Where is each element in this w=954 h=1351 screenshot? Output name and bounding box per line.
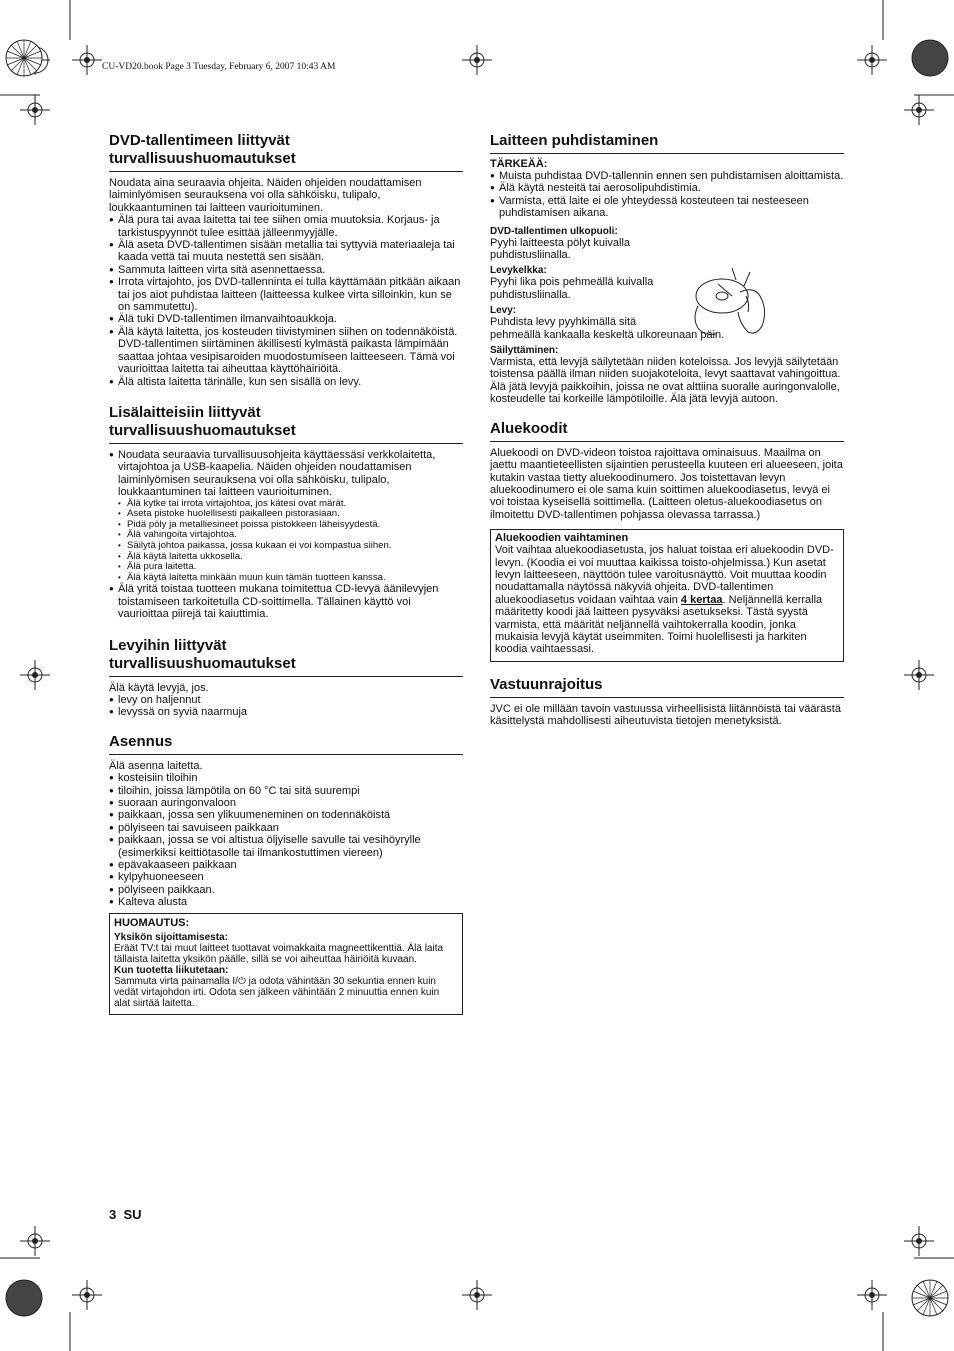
section-disc-safety [109,637,463,719]
language-code: SU [123,1207,142,1222]
list-item: ● levy on haljennut [109,694,463,706]
left-column [109,132,463,1027]
list-item: ● Muista puhdistaa DVD-tallennin ennen sen puhdistamisen aloittamista. [490,170,844,182]
note-text: Eräät TV:t tai muut laitteet tuottavat voimakkaita magneettikenttiä. Älä laita tällaista laitetta yksikön päälle, sillä se voi aiheuttaa häiriöitä kuvaan. [114,942,444,965]
page-number: 3 [109,1207,117,1222]
bullet-list [109,772,463,908]
note-box [109,913,463,1015]
dark-circle-icon [910,38,950,78]
list-item: ● Irrota virtajohto, jos DVD-tallenninta ei tulla käyttämään pitkään aikaan tai jos aiot puhdistaa laitteen (laitteessa kulkee virta silloinkin, kun se on sammutettu). [109,276,463,313]
section-installation [109,733,463,1015]
bullet-list [109,214,463,388]
crosshair-icon [462,1280,492,1310]
bullet-list [109,449,463,621]
disc-cleaning-illustration [688,266,770,340]
starburst-icon [4,38,44,78]
subheading: DVD-tallentimen ulkopuoli: [490,225,618,237]
crosshair-icon [20,1226,50,1256]
section-title: Aluekoodit [490,420,844,442]
note-title: HUOMAUTUS: [114,916,190,929]
paragraph: Aluekoodi on DVD-videon toistoa rajoittava ominaisuus. Maailma on jaettu maantieteellisten sijaintien perusteella kuuteen eri alueeseen, joita kutakin vastaa tietty aluekoodinumero. Jos toistettavan levyn aluekoodinumero ei ole sama kuin soittimen aluekoodiasetus, levyä ei voi toistaa kyseisellä soittimella. (Laitteen oletus-aluekoodiasetus on ilmoitettu DVD-tallentimen pohjassa olevassa tarrassa.) [490,446,843,521]
section-intro: Älä asenna laitetta. [109,759,203,772]
dark-circle-icon [4,1278,44,1318]
list-item: ● Älä aseta DVD-tallentimen sisään metallia tai syttyviä materiaaleja tai kaada vettä tai muuta nestettä sen sisään. [109,239,463,264]
paragraph: Pyyhi laitteesta pölyt kuivalla puhdistusliinalla. [490,236,631,262]
paragraph: Puhdista levy pyyhkimällä sitä [490,316,637,329]
section-title: Asennus [109,733,463,755]
list-item: ● kosteisiin tiloihin [109,772,463,784]
box-text: Voit vaihtaa aluekoodiasetusta, jos haluat toistaa eri aluekoodin DVD-levyn. (Koodia ei voi muuttaa kaikissa toisto-ohjelmissa.) Kun asetat levyn laitteeseen, näyttöön tulee varoitusnäyttö. Voit muuttaa koodin noudattamalla näytössä näkyviä ohjeita. DVD-tallentimen aluekoodiasetus voidaan vaihtaa vain 4 kertaa. Neljännellä kerralla määritetty koodi jää laitteen pysyväksi asetukseksi. Tästä syystä varmista, että määrität neljännellä vaihtokerralla koodin, jonka mukaisia levyjä käytät useimmiten. Toimi huolellisesti ja harkiten koodia vaihtaessasi. [495,544,834,656]
crosshair-icon [462,45,492,75]
list-item: ● pölyiseen paikkaan. [109,884,463,896]
crosshair-icon [904,95,934,125]
region-change-box [490,529,844,662]
list-item: ● pölyiseen tai savuiseen paikkaan [109,822,463,834]
list-item: ● Kalteva alusta [109,896,463,908]
subheading: Säilyttäminen: [490,345,559,357]
section-title: Lisälaitteisiin liittyvät turvallisuushuomautukset [109,404,463,444]
page-footer [109,1207,142,1222]
section-region-codes [490,420,844,662]
section-title: Laitteen puhdistaminen [490,132,844,154]
note-label: Kun tuotetta liikutetaan: [114,964,229,976]
section-title: DVD-tallentimeen liittyvät turvallisuushuomautukset [109,132,463,172]
crosshair-icon [904,1226,934,1256]
important-label: TÄRKEÄÄ: [490,158,548,170]
paragraph: JVC ei ole millään tavoin vastuussa virheellisistä liitännöistä tai väärästä käsittelystä mahdollisesti aiheutuvista tietojen menetyksistä. [490,702,841,728]
paragraph: Pyyhi lika pois pehmeällä kuivalla puhdistusliinalla. [490,276,654,301]
crosshair-icon [20,95,50,125]
list-item: ● levyssä on syviä naarmuja [109,706,463,718]
book-file-info: CU-VD20.book Page 3 Tuesday, February 6, 2007 10:43 AM [102,62,336,72]
sub-list-item: • Älä pura laitetta. [118,562,463,573]
crosshair-icon [72,45,102,75]
bullet-list [109,694,463,719]
section-dvd-safety [109,132,463,388]
sub-list-item: • Älä käytä laitetta minkään muun kuin tämän tuotteen kanssa. [118,573,463,584]
sub-list-item: • Älä käytä laitetta ukkosella. [118,552,463,563]
paragraph: Varmista, että levyjä säilytetään niiden koteloissa. Jos levyjä säilytetään toistensa päällä ilman niiden suojakoteloita, levyt saattavat vahingoittua. Älä jätä levyjä paikkoihin, joissa ne ovat alttiina suoralle auringonvalolle, kosteudelle tai korkeille lämpötiloille. Älä jätä levyjä autoon. [490,356,841,406]
list-item: ● suoraan auringonvaloon [109,797,463,809]
section-title: Levyihin liittyvät turvallisuushuomautukset [109,637,463,677]
box-title: Aluekoodien vaihtaminen [495,532,629,545]
note-label: Yksikön sijoittamisesta: [114,931,228,943]
list-item: ● Noudata seuraavia turvallisuusohjeita käyttäessäsi verkkolaitetta, virtajohtoa ja USB-kaapelia. Näiden ohjeiden noudattamisen laiminlyömisen seurauksena voi olla sähköisku, tulipalo, loukkaantuminen tai laitteen vaurioituminen. • Älä kytke tai irrota virtajohtoa, jos kätesi ovat märät. • Aseta pistoke huolellisesti paikalleen pistorasiaan. • Pidä pöly ja metalliesineet poissa pistokkeen läheisyydestä. • Älä vahingoita virtajohtoa. • Säilytä johtoa paikassa, jossa kukaan ei voi kompastua siihen. • Älä käytä laitetta ukkosella. • Älä pura laitetta. • Älä käytä laitetta minkään muun kuin tämän tuotteen kanssa. [109,449,463,583]
sub-list-item: • Älä kytke tai irrota virtajohtoa, jos kätesi ovat märät. [118,499,463,510]
list-item: ● Älä pura tai avaa laitetta tai tee siihen omia muutoksia. Korjaus- ja tarkistuspyynnöt tulee esittää jälleenmyyjälle. [109,214,463,239]
sub-list-item: • Pidä pöly ja metalliesineet poissa pistokkeen läheisyydestä. [118,520,463,531]
sub-list-item: • Säilytä johtoa paikassa, jossa kukaan ei voi kompastua siihen. [118,541,463,552]
list-item: ● Älä altista laitetta tärinälle, kun sen sisällä on levy. [109,376,463,388]
list-item: ● Älä käytä nesteitä tai aerosolipuhdistimia. [490,182,844,194]
list-item: ● Älä yritä toistaa tuotteen mukana toimitettua CD-levyä äänilevyjen toistamiseen tarkoitetulla CD-soittimella. Tällainen käyttö voi vaurioittaa piirejä tai kaiuttimia. [109,583,463,620]
list-item: ● Sammuta laitteen virta sitä asennettaessa. [109,264,463,276]
list-item: ● paikkaan, jossa sen ylikuumeneminen on todennäköistä [109,809,463,821]
list-item: ● paikkaan, jossa se voi altistua öljyiselle savulle tai vesihöyrylle (esimerkiksi keittiötasolle tai ilmankostuttimen viereen) [109,834,463,859]
list-item: ● epävakaaseen paikkaan [109,859,463,871]
starburst-icon [910,1278,950,1318]
crosshair-icon [72,1280,102,1310]
section-title: Vastuunrajoitus [490,676,844,698]
note-text: Sammuta virta painamalla I/⏻ ja odota vähintään 30 sekuntia ennen kuin vedät virtajohdon irti. Odota sen jälkeen vähintään 2 minuuttia ennen kuin alat siirtää laitetta. [114,975,440,1009]
subheading: Levykelkka: [490,265,547,277]
section-cleaning [490,132,844,406]
paragraph: pehmeällä kankaalla keskeltä ulkoreunaan päin. [490,328,725,341]
section-disclaimer [490,676,844,728]
list-item: ● tiloihin, joissa lämpötila on 60 °C tai sitä suurempi [109,785,463,797]
list-item: ● Varmista, että laite ei ole yhteydessä kosteuteen tai nesteeseen puhdistamisen aikana. [490,195,844,220]
section-intro: Älä käytä levyjä, jos. [109,681,209,694]
sub-list-item: • Aseta pistoke huolellisesti paikalleen pistorasiaan. [118,509,463,520]
crosshair-icon [904,660,934,690]
crosshair-icon [857,45,887,75]
list-item: ● kylpyhuoneeseen [109,871,463,883]
crosshair-icon [857,1280,887,1310]
list-item: ● Älä tuki DVD-tallentimen ilmanvaihtoaukkoja. [109,313,463,325]
section-intro: Noudata aina seuraavia ohjeita. Näiden ohjeiden noudattamisen laiminlyömisen seurauksena voi olla sähköisku, tulipalo, loukkaantuminen tai laitteen vaurioituminen. [109,177,422,214]
bullet-list [490,170,844,220]
list-item: ● Älä käytä laitetta, jos kosteuden tiivistyminen siihen on todennäköistä. DVD-tallentimen siirtäminen äkillisesti kylmästä paikasta lämpimään saattaa johtaa vesipisaroiden muodostumiseen laitteeseen. Tämä voi vaurioittaa laitetta tai aiheuttaa käyttöhäiriöitä. [109,326,463,376]
subheading: Levy: [490,305,517,317]
section-accessory-safety [109,404,463,621]
sub-list-item: • Älä vahingoita virtajohtoa. [118,530,463,541]
crosshair-icon [20,660,50,690]
right-column [490,132,844,740]
sub-list [118,499,463,584]
